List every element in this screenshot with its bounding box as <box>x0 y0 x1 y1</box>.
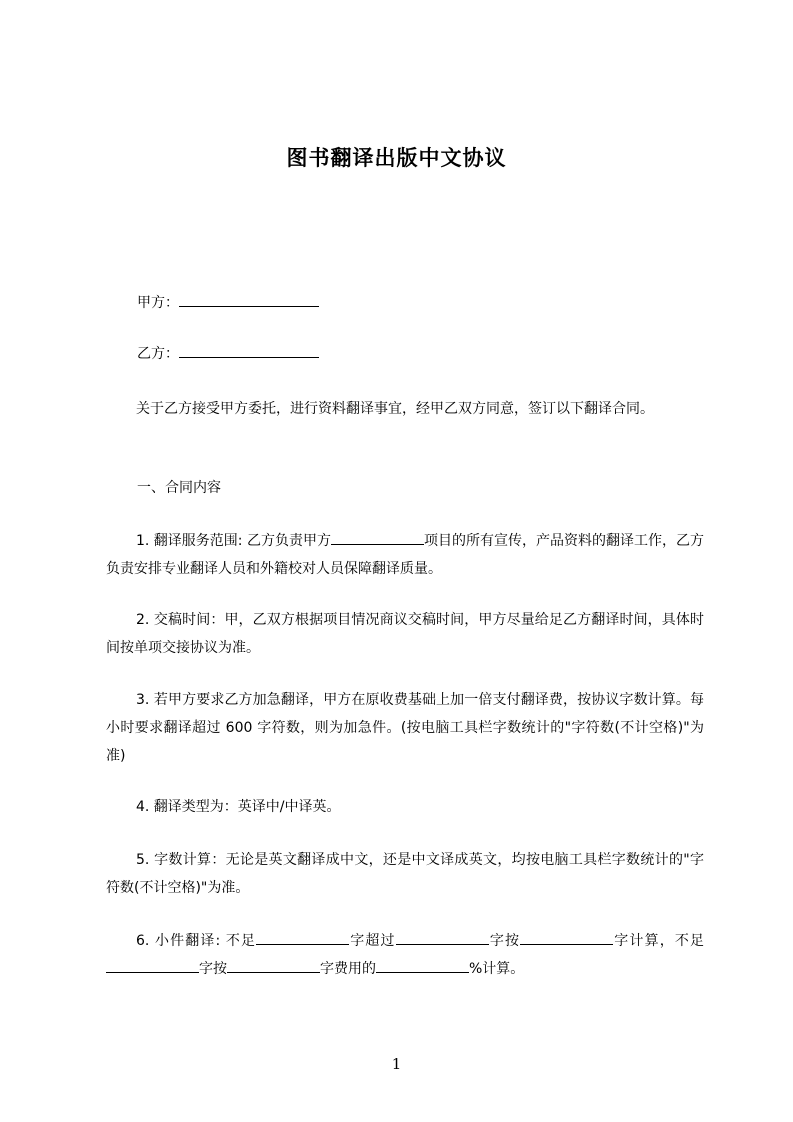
clause-6-part3: 字按 <box>488 933 521 949</box>
clause-5: 5. 字数计算：无论是英文翻译成中文，还是中文译成英文，均按电脑工具栏字数统计的"字符数(不计空格)"为准。 <box>106 852 704 896</box>
clause-6-part6: 字费用的 <box>320 961 376 977</box>
clause-6-part5: 字按 <box>199 961 227 977</box>
clause-6-part4: 字计算，不足 <box>613 933 705 949</box>
party-a-label: 甲方： <box>137 295 179 311</box>
clause-6-blank-2 <box>396 930 489 945</box>
clause-6-blank-4 <box>106 958 199 973</box>
clause-6-blank-5 <box>227 958 320 973</box>
clause-1-blank <box>331 530 424 545</box>
clause-3: 3. 若甲方要求乙方加急翻译，甲方在原收费基础上加一倍支付翻译费，按协议字数计算。每小时要求翻译超过 600 字符数，则为加急件。(按电脑工具栏字数统计的"字符数(不计空格)"为准) <box>106 692 704 764</box>
party-a-line <box>137 292 319 313</box>
party-b-label: 乙方： <box>137 346 179 362</box>
party-b-blank <box>179 343 319 358</box>
page-number: 1 <box>391 1055 402 1073</box>
clause-1-part1: 1. 翻译服务范围: 乙方负责甲方 <box>136 533 331 549</box>
clause-4: 4. 翻译类型为：英译中/中译英。 <box>136 799 341 815</box>
clause-6-part7: %计算。 <box>469 961 525 977</box>
clause-1-part2: 项目的所有宣传，产品资料的翻译工作，乙方负责安排专业翻译人员和外籍校对人员保障翻译质量。 <box>106 533 704 577</box>
clause-6-part2: 字超过 <box>349 933 396 949</box>
party-b-line <box>137 343 319 364</box>
clause-6-blank-1 <box>256 930 349 945</box>
intro-paragraph: 关于乙方接受甲方委托，进行资料翻译事宜，经甲乙双方同意，签订以下翻译合同。 <box>136 401 654 417</box>
clause-6 <box>106 927 704 983</box>
clause-6-blank-6 <box>376 958 469 973</box>
party-a-blank <box>179 292 319 307</box>
clause-2: 2. 交稿时间：甲，乙双方根据项目情况商议交稿时间，甲方尽量给足乙方翻译时间，具体时间按单项交接协议为准。 <box>106 612 704 656</box>
document-title: 图书翻译出版中文协议 <box>286 146 507 170</box>
clause-1 <box>106 527 704 583</box>
clause-6-blank-3 <box>520 930 613 945</box>
section-heading: 一、合同内容 <box>137 480 221 496</box>
clause-6-part1: 6. 小件翻译: 不足 <box>136 933 257 949</box>
